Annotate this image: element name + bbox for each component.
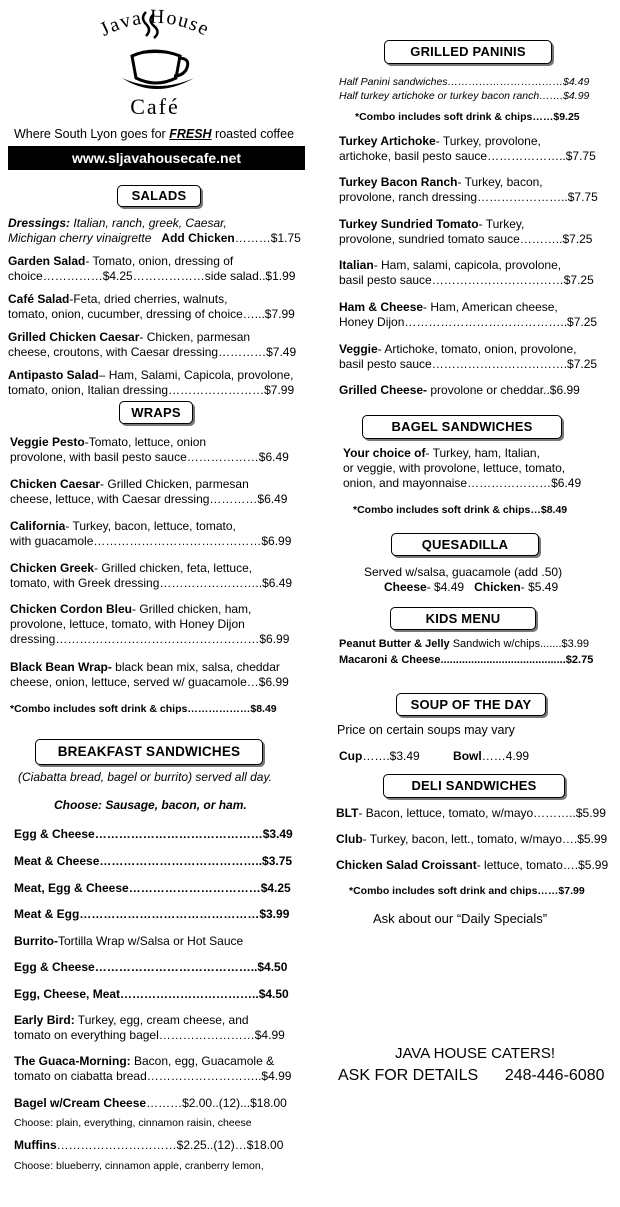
- item-name: Veggie Pesto: [10, 435, 85, 449]
- item-name: BLT: [336, 806, 359, 820]
- burrito-line: [14, 934, 243, 948]
- item-desc: - Turkey,: [478, 217, 525, 231]
- item-name: Your choice of: [343, 446, 426, 460]
- item-name: Black Bean Wrap-: [10, 660, 112, 674]
- coffee-cup-icon: [122, 51, 194, 89]
- kids-header: KIDS MENU: [390, 607, 536, 630]
- cheese-price: - $4.49: [426, 580, 465, 594]
- item-price-line: tomato, onion, Italian dressing……………………$7.99: [8, 383, 295, 397]
- breakfast-item: Meat & Cheese…………………………………..$3.75: [14, 854, 293, 868]
- salad-cafe: [8, 292, 308, 322]
- item-desc: - Turkey, bacon,: [457, 175, 543, 189]
- burrito-desc: Tortilla Wrap w/Salsa or Hot Sauce: [58, 934, 244, 948]
- item-desc: Bacon, egg, Guacamole &: [130, 1054, 275, 1068]
- panini-item: [339, 258, 619, 288]
- wrap-item: [10, 435, 310, 465]
- item-name: Chicken Caesar: [10, 477, 101, 491]
- salad-antipasto: [8, 368, 308, 398]
- item-price: ………$2.00..(12)...$18.00: [146, 1096, 287, 1110]
- item-name: Turkey Artichoke: [339, 134, 436, 148]
- half-turkey: Half turkey artichoke or turkey bacon ranch…….$4.99: [339, 90, 590, 102]
- item-price-line: provolone, with basil pesto sauce………………$6.49: [10, 450, 289, 464]
- wrap-item: [10, 561, 310, 591]
- daily-specials: Ask about our “Daily Specials”: [373, 911, 548, 926]
- wraps-header: WRAPS: [119, 401, 193, 424]
- item-name: Peanut Butter & Jelly: [339, 638, 450, 650]
- item-desc: – Ham, Salami, Capicola, provolone,: [98, 368, 294, 382]
- burrito-name: Burrito-: [14, 934, 58, 948]
- item-desc-2: provolone, lettuce, tomato, with Honey Dijon: [10, 617, 245, 631]
- item-desc: - Artichoke, tomato, onion, provolone,: [377, 342, 577, 356]
- quesadilla-header: QUESADILLA: [391, 533, 539, 556]
- phone-number[interactable]: 248-446-6080: [504, 1067, 605, 1084]
- item-name: Muffins: [14, 1138, 57, 1152]
- item-name: Grilled Chicken Caesar: [8, 330, 140, 344]
- item-name: Turkey Bacon Ranch: [339, 175, 458, 189]
- item-desc: -Tomato, lettuce, onion: [84, 435, 207, 449]
- quesadilla-served: Served w/salsa, guacamole (add .50): [364, 565, 563, 579]
- salad-dressings: [8, 216, 308, 246]
- item-desc: - Grilled Chicken, parmesan: [100, 477, 249, 491]
- deli-header: DELI SANDWICHES: [383, 774, 565, 798]
- item-price-line: dressing……………………………………………$6.99: [10, 632, 290, 646]
- item-price-line: tomato, with Greek dressing……………………..$6.49: [10, 576, 293, 590]
- tagline-text: Where South Lyon goes for: [14, 127, 170, 141]
- item-price-line: provolone, ranch dressing…………………..$7.75: [339, 190, 598, 204]
- paninis-combo: *Combo includes soft drink & chips……$9.25: [355, 111, 580, 123]
- chicken-label: Chicken: [474, 580, 521, 594]
- panini-item: [339, 134, 619, 164]
- item-name: Antipasto Salad: [8, 368, 99, 382]
- item-name: Garden Salad: [8, 254, 86, 268]
- item-desc: - Turkey, bacon, lettuce, tomato,: [65, 519, 236, 533]
- logo-title: Java House: [96, 6, 214, 41]
- half-panini: Half Panini sandwiches……………………………$4.49: [339, 76, 590, 88]
- item-desc: - Turkey, bacon, lett., tomato, w/mayo….$5.99: [362, 832, 608, 846]
- item-desc: black bean mix, salsa, cheddar: [111, 660, 280, 674]
- add-chicken-dots: ………: [234, 231, 271, 245]
- item-name: Bagel w/Cream Cheese: [14, 1096, 147, 1110]
- breakfast-item: Meat, Egg & Cheese……………………………$4.25: [14, 881, 291, 895]
- kids-mac: Macaroni & Cheese.........................................$2.75: [339, 654, 594, 666]
- item-desc-2: or veggie, with provolone, lettuce, tomato,: [343, 461, 566, 475]
- dressings-label: Dressings:: [8, 216, 71, 230]
- item-price-line: Honey Dijon…………………………………..$7.25: [339, 315, 598, 329]
- tagline-text-end: roasted coffee: [211, 127, 295, 141]
- bagel-sandwiches-header: BAGEL SANDWICHES: [362, 415, 562, 439]
- caters-details: [338, 1067, 605, 1085]
- item-name: Grilled Cheese-: [339, 383, 428, 397]
- dressings-text: Italian, ranch, greek, Caesar,: [70, 216, 227, 230]
- logo-cafe: Café: [130, 94, 180, 118]
- grilled-cheese: [339, 383, 580, 397]
- wraps-combo: *Combo includes soft drink & chips………………$8.49: [10, 703, 277, 715]
- cheese-label: Cheese: [384, 580, 427, 594]
- kids-pbj: [339, 638, 589, 650]
- quesadilla-prices: [384, 580, 558, 594]
- bagel-combo: *Combo includes soft drink & chips…$8.49: [353, 504, 568, 516]
- deli-item: [336, 858, 608, 872]
- panini-item: [339, 342, 619, 372]
- item-desc: - Bacon, lettuce, tomato, w/mayo………..$5.99: [358, 806, 606, 820]
- item-price-line: basil pesto sauce…………………………….$7.25: [339, 357, 598, 371]
- breakfast-header: BREAKFAST SANDWICHES: [35, 739, 263, 765]
- item-desc: - Ham, salami, capicola, provolone,: [373, 258, 562, 272]
- panini-item: [339, 300, 619, 330]
- item-desc: - Turkey, ham, Italian,: [425, 446, 540, 460]
- tagline-fresh: FRESH: [169, 127, 212, 141]
- item-name: Café Salad: [8, 292, 70, 306]
- dressings-text-2: Michigan cherry vinaigrette: [8, 231, 152, 245]
- soup-header: SOUP OF THE DAY: [396, 693, 546, 716]
- item-name: Early Bird:: [14, 1013, 75, 1027]
- wrap-item: [10, 477, 310, 507]
- deli-item: [336, 806, 606, 820]
- panini-item: [339, 217, 619, 247]
- panini-item: [339, 175, 619, 205]
- website-banner[interactable]: www.sljavahousecafe.net: [8, 146, 305, 170]
- item-name: California: [10, 519, 66, 533]
- muffins-choose: Choose: blueberry, cinnamon apple, cranberry lemon,: [14, 1160, 264, 1172]
- item-price-line: basil pesto sauce……………………………$7.25: [339, 273, 594, 287]
- logo: [80, 6, 230, 118]
- item-name: Turkey Sundried Tomato: [339, 217, 479, 231]
- item-price-line: provolone, sundried tomato sauce………..$7.25: [339, 232, 593, 246]
- item-price-line: onion, and mayonnaise…………………$6.49: [343, 476, 582, 490]
- wrap-item: [10, 519, 310, 549]
- deli-combo: *Combo includes soft drink and chips……$7.99: [349, 885, 585, 897]
- bagel-cream-cheese: [14, 1096, 287, 1110]
- burrito-item: Egg & Cheese…………………………………..$4.50: [14, 960, 288, 974]
- item-name: Chicken Greek: [10, 561, 95, 575]
- item-desc: - Grilled chicken, ham,: [132, 602, 252, 616]
- caters-title: JAVA HOUSE CATERS!: [395, 1045, 556, 1062]
- item-name: Veggie: [339, 342, 378, 356]
- early-bird: [14, 1013, 314, 1043]
- soup-prices: [339, 749, 529, 763]
- item-desc: Sandwich w/chips.......$3.99: [449, 638, 590, 650]
- breakfast-choose: Choose: Sausage, bacon, or ham.: [54, 798, 247, 812]
- item-desc: - lettuce, tomato….$5.99: [476, 858, 609, 872]
- item-price-line: choice……………$4.25………………side salad..$1.99: [8, 269, 296, 283]
- bagel-sandwich-item: [343, 446, 613, 491]
- bowl-price: ……4.99: [481, 749, 530, 763]
- add-chicken-price: $1.75: [270, 231, 301, 245]
- item-price-line: cheese, lettuce, with Caesar dressing…………$6.49: [10, 492, 288, 506]
- guaca-morning: [14, 1054, 314, 1084]
- item-desc: - Ham, American cheese,: [423, 300, 558, 314]
- item-price: …………………………$2.25..(12)…$18.00: [56, 1138, 284, 1152]
- item-price-line: artichoke, basil pesto sauce………………..$7.75: [339, 149, 596, 163]
- item-desc: - Chicken, parmesan: [139, 330, 251, 344]
- item-price-line: tomato on ciabatta bread………………………..$4.99: [14, 1069, 292, 1083]
- item-price-line: tomato on everything bagel……………………$4.99: [14, 1028, 285, 1042]
- bowl-label: Bowl: [453, 749, 482, 763]
- item-name: Chicken Salad Croissant: [336, 858, 477, 872]
- deli-item: [336, 832, 607, 846]
- salad-garden: [8, 254, 308, 284]
- tagline: [14, 127, 294, 141]
- item-name: Ham & Cheese: [339, 300, 424, 314]
- chicken-price: - $5.49: [520, 580, 559, 594]
- item-desc: provolone or cheddar..$6.99: [427, 383, 580, 397]
- breakfast-item: Meat & Egg………………………………………$3.99: [14, 907, 290, 921]
- paninis-header: GRILLED PANINIS: [384, 40, 552, 64]
- item-price-line: cheese, croutons, with Caesar dressing…………$7.49: [8, 345, 297, 359]
- item-desc: - Turkey, provolone,: [435, 134, 541, 148]
- item-name: Chicken Cordon Bleu: [10, 602, 133, 616]
- salads-header: SALADS: [117, 185, 201, 207]
- item-name: The Guaca-Morning:: [14, 1054, 131, 1068]
- item-desc: Turkey, egg, cream cheese, and: [74, 1013, 249, 1027]
- wrap-cordon-bleu: [10, 602, 310, 647]
- cup-label: Cup: [339, 749, 363, 763]
- item-name: Club: [336, 832, 363, 846]
- soup-note: Price on certain soups may vary: [337, 723, 515, 737]
- add-chicken-label: Add Chicken: [161, 231, 235, 245]
- breakfast-item: Egg & Cheese……………………………………$3.49: [14, 827, 293, 841]
- burrito-item: Egg, Cheese, Meat……………………………..$4.50: [14, 987, 289, 1001]
- item-name: Italian: [339, 258, 374, 272]
- item-price-line: tomato, onion, cucumber, dressing of choice…...$7.99: [8, 307, 295, 321]
- bagel-choose: Choose: plain, everything, cinnamon raisin, cheese: [14, 1117, 252, 1129]
- ask-details: ASK FOR DETAILS: [338, 1067, 479, 1084]
- muffins: [14, 1138, 283, 1152]
- item-price-line: with guacamole……………………………………$6.99: [10, 534, 292, 548]
- item-desc: -Feta, dried cherries, walnuts,: [69, 292, 228, 306]
- wrap-black-bean: [10, 660, 310, 690]
- item-desc: - Tomato, onion, dressing of: [85, 254, 234, 268]
- item-price-line: cheese, onion, lettuce, served w/ guacamole…$6.99: [10, 675, 289, 689]
- salad-caesar: [8, 330, 308, 360]
- breakfast-note: (Ciabatta bread, bagel or burrito) served all day.: [18, 770, 272, 784]
- logo-graphic: [80, 6, 230, 118]
- item-desc: - Grilled chicken, feta, lettuce,: [94, 561, 253, 575]
- cup-price: …….$3.49: [362, 749, 420, 763]
